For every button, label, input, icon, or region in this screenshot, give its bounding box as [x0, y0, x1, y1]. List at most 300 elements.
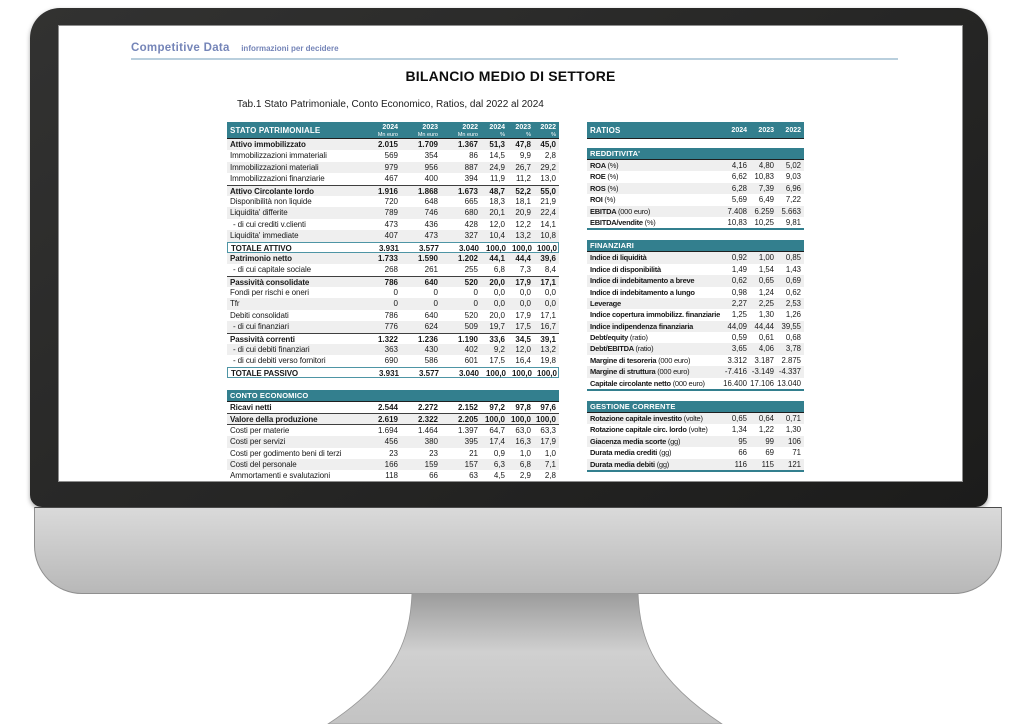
row-label: Capitale circolante netto (000 euro): [590, 378, 705, 388]
cell-value: 3.577: [418, 368, 439, 378]
cell-value: 363: [384, 345, 398, 355]
row-label: Durata media crediti (gg): [590, 448, 672, 458]
table-row: [227, 264, 559, 275]
row-label: Patrimonio netto: [230, 253, 292, 263]
row-label: Attivo immobilizzato: [230, 140, 306, 149]
cell-value: 71: [792, 448, 801, 458]
row-label: Leverage: [590, 298, 621, 308]
cell-value: 17,1: [540, 310, 556, 320]
cell-value: 1.397: [457, 425, 478, 435]
cell-value: 0: [473, 288, 478, 298]
cell-value: 2.619: [377, 415, 398, 425]
cell-value: 86: [469, 151, 478, 161]
cell-value: 887: [464, 162, 478, 172]
cell-value: 66: [738, 448, 747, 458]
cell-value: 4,80: [758, 161, 774, 170]
cell-value: 0,62: [785, 287, 801, 297]
cell-value: 1,43: [785, 264, 801, 274]
year-label: 2024: [382, 123, 398, 131]
cell-value: 3,65: [731, 344, 747, 354]
table-row: [587, 206, 804, 217]
cell-value: 3.312: [727, 355, 747, 365]
cell-value: 16,7: [540, 322, 556, 332]
cell-value: 100,0: [484, 415, 505, 425]
row-label: EBITDA (000 euro): [590, 206, 651, 216]
cell-value: 6,49: [758, 195, 774, 205]
row-label: Immobilizzazioni finanziarie: [230, 174, 325, 184]
table-row: [587, 459, 804, 470]
cell-value: 2,27: [731, 298, 747, 308]
row-label: Passività consolidate: [230, 277, 310, 287]
cell-value: 3.187: [754, 355, 774, 365]
cell-value: 1.590: [417, 253, 438, 263]
cell-value: 456: [384, 437, 398, 447]
year-label: 2022: [785, 127, 801, 134]
row-label: Ricavi netti: [230, 403, 272, 412]
cell-value: 11,9: [490, 174, 505, 184]
cell-value: 10,83: [754, 172, 774, 182]
year-label: 2023: [422, 123, 438, 131]
row-label: Costi del personale: [230, 459, 297, 469]
cell-value: 0,65: [731, 414, 747, 424]
cell-value: 10,83: [727, 217, 747, 227]
cell-value: 624: [424, 322, 438, 332]
cell-value: 1,0: [519, 448, 531, 458]
cell-value: 1,49: [731, 264, 747, 274]
cell-value: 39,6: [540, 253, 556, 263]
cell-value: 115: [761, 459, 774, 469]
cell-value: 786: [384, 277, 398, 287]
stato-patrimoniale-table: [227, 122, 559, 378]
cell-value: 33,6: [489, 334, 505, 344]
table-row: [227, 230, 559, 241]
row-label: Immobilizzazioni materiali: [230, 162, 319, 172]
table-row: [227, 219, 559, 230]
cell-value: 4,5: [493, 471, 505, 481]
row-label: Indice di liquidità: [590, 253, 647, 263]
table-title: RATIOS: [590, 126, 621, 135]
row-label: Margine di tesoreria (000 euro): [590, 355, 691, 365]
table-row: [587, 160, 804, 171]
cell-value: 979: [384, 162, 398, 172]
cell-value: 261: [424, 265, 438, 275]
cell-value: 44,09: [727, 321, 747, 331]
cell-value: 23: [389, 448, 398, 458]
table-row: [227, 459, 559, 470]
cell-value: 586: [424, 356, 438, 366]
cell-value: 6,28: [731, 183, 747, 193]
cell-value: 3.577: [418, 243, 439, 253]
table-row: [587, 298, 804, 309]
cell-value: 63,3: [540, 425, 556, 435]
cell-value: 9,03: [785, 172, 801, 182]
cell-value: 100,0: [485, 368, 506, 378]
cell-value: 17,4: [489, 437, 505, 447]
row-label: Giacenza media scorte (gg): [590, 436, 681, 446]
cell-value: 100,0: [511, 243, 532, 253]
table-row: [227, 355, 559, 366]
ratios-header: [587, 122, 804, 139]
table-row: [227, 436, 559, 447]
cell-value: 13.040: [777, 378, 801, 388]
cell-value: 473: [384, 219, 398, 229]
cell-value: 2.875: [781, 355, 801, 365]
cell-value: 0,64: [758, 414, 774, 424]
row-label: Costi per servizi: [230, 437, 286, 447]
cell-value: 11,2: [516, 174, 531, 184]
year-column: [508, 122, 534, 139]
table-title: CONTO ECONOMICO: [227, 390, 559, 402]
row-label: Passività correnti: [230, 334, 295, 344]
cell-value: 100,0: [536, 368, 557, 378]
cell-value: 39,1: [540, 334, 556, 344]
cell-value: 99: [765, 436, 774, 446]
row-label: ROE (%): [590, 172, 619, 182]
cell-value: 690: [384, 356, 398, 366]
cell-value: 121: [787, 459, 801, 469]
table-row: [227, 448, 559, 459]
cell-value: 789: [384, 208, 398, 218]
cell-value: 2,8: [544, 151, 556, 161]
cell-value: 7,1: [544, 459, 556, 469]
cell-value: 44,44: [754, 321, 774, 331]
cell-value: 0,0: [519, 288, 531, 298]
row-label: Indice di indebitamento a lungo: [590, 287, 695, 297]
cell-value: 97,2: [489, 403, 505, 412]
cell-value: 5.663: [781, 206, 801, 216]
unit-label: %: [551, 131, 556, 138]
cell-value: 17,9: [515, 310, 531, 320]
row-label: Indice di indebitamento a breve: [590, 276, 695, 286]
cell-value: 1,30: [785, 425, 801, 435]
cell-value: 100,0: [535, 415, 556, 425]
cell-value: 0,68: [785, 333, 801, 343]
cell-value: 2.322: [417, 415, 438, 425]
table-row: [587, 321, 804, 332]
cell-value: 0,69: [785, 276, 801, 286]
cell-value: 7.408: [727, 206, 747, 216]
cell-value: 21: [469, 448, 478, 458]
cell-value: 21,9: [540, 196, 556, 206]
cell-value: 7,3: [519, 265, 531, 275]
cell-value: 0,85: [785, 253, 801, 263]
cell-value: 55,0: [540, 186, 556, 196]
cell-value: 569: [384, 151, 398, 161]
cell-value: 45,0: [540, 140, 556, 149]
cell-value: 5,02: [785, 161, 801, 170]
table-row: [587, 366, 804, 377]
row-label: Debt/EBITDA (ratio): [590, 344, 654, 354]
table-row: [227, 196, 559, 207]
section-header: FINANZIARI: [587, 240, 804, 252]
cell-value: 20,0: [489, 277, 505, 287]
cell-value: 0: [433, 288, 438, 298]
cell-value: 13,2: [540, 345, 556, 355]
cell-value: 14,5: [489, 151, 505, 161]
cell-value: 6,8: [519, 459, 531, 469]
cell-value: 0: [393, 299, 398, 309]
unit-label: %: [500, 131, 505, 138]
cell-value: 23: [429, 448, 438, 458]
brand-tagline: informazioni per decidere: [241, 44, 339, 53]
table-row: [587, 436, 804, 447]
cell-value: 0,71: [785, 414, 801, 424]
cell-value: 0: [433, 299, 438, 309]
conto-economico-table: [227, 390, 559, 482]
cell-value: 1.236: [417, 334, 438, 344]
cell-value: 22,4: [540, 208, 556, 218]
cell-value: 3.040: [458, 243, 479, 253]
cell-value: 1.202: [457, 253, 478, 263]
row-label: - di cui debiti finanziari: [233, 345, 310, 355]
cell-value: 786: [384, 310, 398, 320]
cell-value: 520: [464, 277, 478, 287]
page-title: BILANCIO MEDIO DI SETTORE: [405, 68, 616, 84]
ratios-table: [587, 122, 804, 472]
cell-value: 1,26: [785, 310, 801, 320]
ratios-section: [587, 148, 804, 230]
cell-value: 428: [464, 219, 478, 229]
table-row: [587, 252, 804, 263]
ratios-section: [587, 401, 804, 472]
unit-label: %: [526, 131, 531, 138]
cell-value: 2.272: [417, 403, 438, 412]
table-row: [227, 287, 559, 298]
cell-value: 1.694: [377, 425, 398, 435]
cell-value: 1.673: [457, 186, 478, 196]
cell-value: 9,9: [519, 151, 531, 161]
cell-value: 680: [464, 208, 478, 218]
row-label: Costi per godimento beni di terzi: [230, 448, 342, 458]
table-row: [587, 287, 804, 298]
cell-value: 430: [424, 345, 438, 355]
cell-value: 6,62: [731, 172, 747, 182]
cell-value: 3.040: [458, 368, 479, 378]
cell-value: 166: [384, 459, 398, 469]
row-label: Fondi per rischi e oneri: [230, 288, 309, 298]
year-column: [361, 122, 401, 139]
year-label: 2022: [540, 123, 556, 131]
row-label: Costi per materie: [230, 425, 290, 435]
cell-value: 9,81: [785, 217, 801, 227]
cell-value: 10,25: [754, 217, 774, 227]
cell-value: 118: [385, 471, 398, 481]
cell-value: 95: [738, 436, 747, 446]
row-label: Rotazione capitale circ. lordo (volte): [590, 425, 708, 435]
row-label: - di cui crediti v.clienti: [233, 219, 306, 229]
year-label: 2024: [489, 123, 505, 131]
row-label: TOTALE PASSIVO: [231, 368, 299, 378]
monitor-bezel: [30, 8, 988, 507]
cell-value: 665: [464, 196, 478, 206]
table-row: [227, 344, 559, 355]
cell-value: 1,30: [758, 310, 774, 320]
cell-value: 100,0: [536, 243, 557, 253]
cell-value: 354: [424, 151, 438, 161]
year-column: [481, 122, 508, 139]
cell-value: 601: [464, 356, 478, 366]
cell-value: 18,3: [489, 196, 505, 206]
monitor-chin: [34, 507, 1002, 594]
cell-value: 467: [384, 174, 398, 184]
cell-value: 97,8: [515, 403, 531, 412]
row-label: Valore della produzione: [230, 415, 318, 425]
cell-value: 2,9: [519, 471, 531, 481]
cell-value: 44,4: [515, 253, 531, 263]
cell-value: 0,59: [731, 333, 747, 343]
row-label: Margine di struttura (000 euro): [590, 367, 690, 377]
cell-value: 8,4: [544, 265, 556, 275]
cell-value: 380: [424, 437, 438, 447]
cell-value: 1.367: [457, 140, 478, 149]
cell-value: 1,54: [758, 264, 774, 274]
table-row: [587, 378, 804, 389]
table-row: [227, 207, 559, 218]
cell-value: 2,25: [758, 298, 774, 308]
cell-value: 63,0: [515, 425, 531, 435]
year-column: [401, 122, 441, 139]
row-label: Tfr: [230, 299, 240, 309]
table-row: [227, 150, 559, 161]
cell-value: 19,7: [489, 322, 505, 332]
cell-value: 0,65: [758, 276, 774, 286]
cell-value: 19,8: [540, 356, 556, 366]
cell-value: 16,4: [515, 356, 531, 366]
cell-value: 20,0: [489, 310, 505, 320]
brand-divider: [131, 58, 898, 60]
table-row: [587, 309, 804, 320]
table-row: [227, 162, 559, 173]
cell-value: 2.544: [377, 403, 398, 412]
table-row: [227, 425, 559, 436]
cell-value: 1.733: [377, 253, 398, 263]
row-label: - di cui finanziari: [233, 322, 289, 332]
table-row: [227, 185, 559, 196]
page-subtitle: Tab.1 Stato Patrimoniale, Conto Economico, Ratios, dal 2022 al 2024: [237, 99, 544, 110]
cell-value: 402: [464, 345, 478, 355]
cell-value: 10,4: [489, 231, 505, 241]
table-row: [587, 171, 804, 182]
cell-value: 2,8: [544, 471, 556, 481]
row-label: Durata media debiti (gg): [590, 459, 670, 469]
cell-value: 1,00: [758, 253, 774, 263]
cell-value: 255: [464, 265, 478, 275]
cell-value: 509: [464, 322, 478, 332]
year-column: [534, 122, 559, 139]
cell-value: 640: [424, 310, 438, 320]
cell-value: 407: [384, 231, 398, 241]
cell-value: 1.709: [417, 140, 438, 149]
cell-value: 6.259: [754, 206, 774, 216]
table-row: [227, 333, 559, 344]
cell-value: 0,9: [493, 448, 505, 458]
cell-value: 1.190: [457, 334, 478, 344]
cell-value: 14,1: [540, 219, 556, 229]
cell-value: 0,0: [544, 288, 556, 298]
cell-value: 776: [384, 322, 398, 332]
table-row: [227, 413, 559, 424]
section-header: GESTIONE CORRENTE: [587, 401, 804, 413]
cell-value: 520: [464, 310, 478, 320]
cell-value: 44,1: [489, 253, 505, 263]
cell-value: 16.400: [723, 378, 747, 388]
row-label: Liquidita' immediate: [230, 231, 299, 241]
cell-value: -3.149: [751, 367, 774, 377]
cell-value: 20,1: [489, 208, 505, 218]
table-row: [227, 298, 559, 309]
cell-value: 48,7: [489, 186, 505, 196]
cell-value: 400: [424, 174, 438, 184]
cell-value: 51,3: [489, 140, 505, 149]
year-label: 2024: [731, 127, 747, 134]
cell-value: 116: [734, 459, 747, 469]
unit-label: Mn euro: [377, 131, 398, 138]
cell-value: 13,2: [515, 231, 531, 241]
cell-value: 395: [464, 437, 478, 447]
cell-value: 17,9: [515, 277, 531, 287]
table-row: [227, 310, 559, 321]
cell-value: 6,3: [493, 459, 505, 469]
cell-value: 1.916: [377, 186, 398, 196]
cell-value: 648: [424, 196, 438, 206]
cell-value: 39,55: [781, 321, 801, 331]
cell-value: 52,2: [515, 186, 531, 196]
cell-value: 97,6: [540, 403, 556, 412]
cell-value: 956: [424, 162, 438, 172]
table-row: [587, 264, 804, 275]
cell-value: 473: [424, 231, 438, 241]
cell-value: 17,9: [540, 437, 556, 447]
cell-value: 159: [424, 459, 438, 469]
cell-value: 13,0: [540, 174, 556, 184]
table-row: [227, 470, 559, 481]
cell-value: 0,0: [544, 299, 556, 309]
cell-value: 7,39: [758, 183, 774, 193]
cell-value: 720: [384, 196, 398, 206]
cell-value: 20,9: [515, 208, 531, 218]
cell-value: 17,1: [540, 277, 556, 287]
cell-value: 0,62: [731, 276, 747, 286]
stato-patrimoniale-body: [227, 139, 559, 378]
cell-value: 47,8: [515, 140, 531, 149]
cell-value: 106: [787, 436, 801, 446]
row-label: Rotazione capitale investito (volte): [590, 414, 703, 424]
row-label: ROI (%): [590, 195, 616, 205]
row-label: Indice di disponibilità: [590, 264, 661, 274]
brand-logo: [131, 38, 339, 56]
cell-value: 1,22: [758, 425, 774, 435]
cell-value: 7,22: [785, 195, 801, 205]
table-row: [227, 242, 559, 253]
stand-neck: [328, 593, 722, 724]
cell-value: 16,3: [515, 437, 531, 447]
row-label: ROA (%): [590, 161, 619, 170]
unit-label: Mn euro: [417, 131, 438, 138]
cell-value: 1,25: [731, 310, 747, 320]
cell-value: 100,0: [485, 243, 506, 253]
cell-value: 10,8: [540, 231, 556, 241]
cell-value: -7.416: [724, 367, 747, 377]
year-label: 2023: [758, 127, 774, 134]
row-label: Ammortamenti e svalutazioni: [230, 471, 331, 481]
cell-value: 12,0: [515, 345, 531, 355]
row-label: - di cui debiti verso fornitori: [233, 356, 326, 366]
row-label: Indice indipendenza finanziaria: [590, 321, 694, 331]
cell-value: 327: [464, 231, 478, 241]
cell-value: 100,0: [511, 368, 532, 378]
cell-value: 436: [424, 219, 438, 229]
cell-value: 0,0: [493, 299, 505, 309]
